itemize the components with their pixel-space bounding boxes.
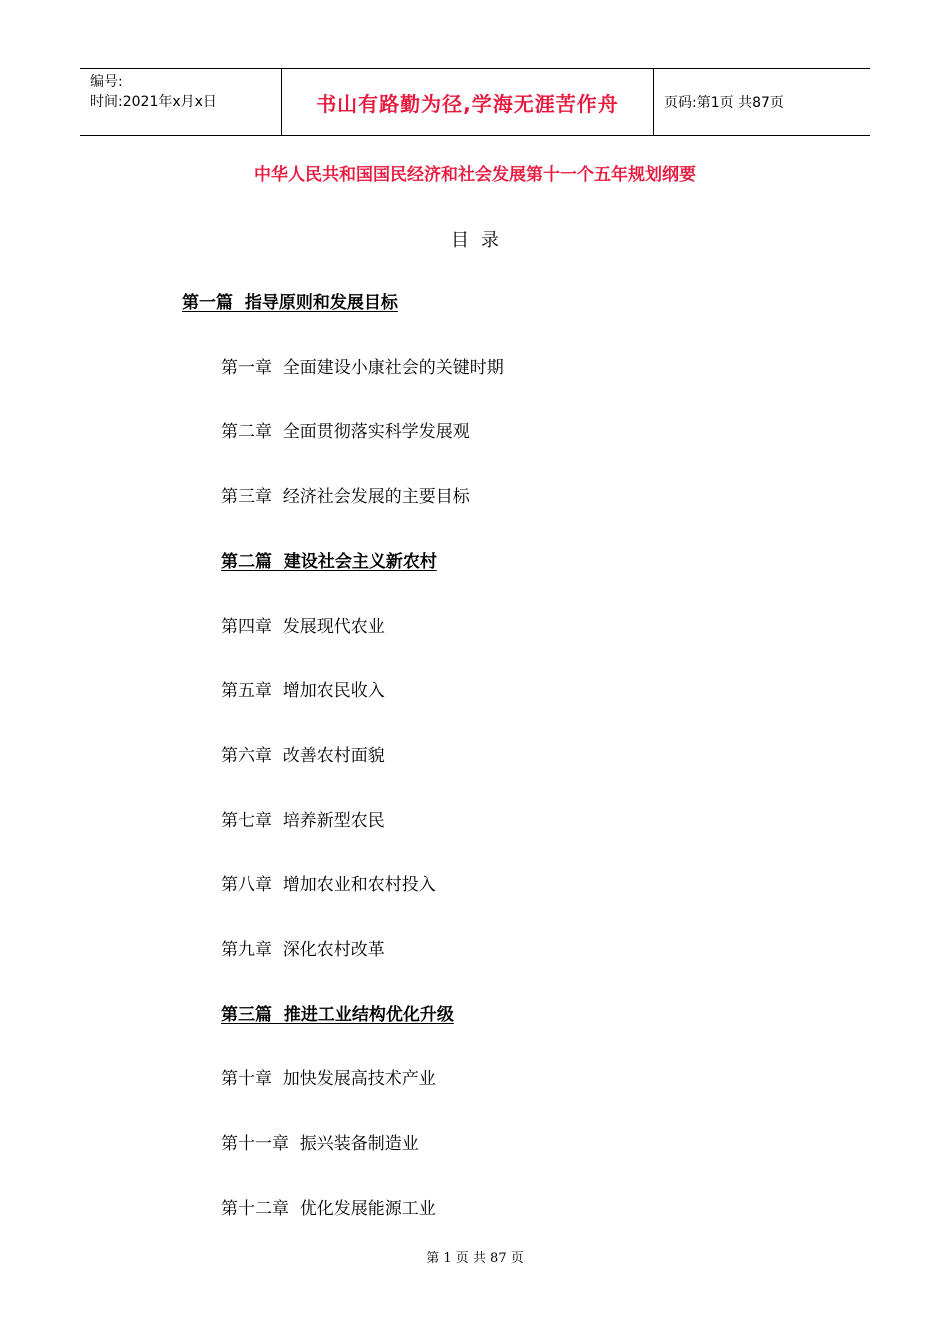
toc-chapter-entry: 第五章 增加农民收入 [221, 681, 385, 702]
header-meta-cell [80, 69, 281, 135]
toc-chapter-entry: 第九章 深化农村改革 [221, 940, 385, 960]
toc-chapter-entry: 第十二章 优化发展能源工业 [221, 1198, 436, 1219]
document-title: 中华人民共和国国民经济和社会发展第十一个五年规划纲要 [254, 165, 696, 185]
toc-chapter-entry: 第四章 发展现代农业 [221, 616, 385, 637]
toc-part-entry: 第二篇 建设社会主义新农村 [221, 551, 437, 572]
toc-part-entry: 第一篇 指导原则和发展目标 [182, 293, 398, 313]
number-label: 编号: [90, 74, 123, 90]
toc-chapter-entry: 第八章 增加农业和农村投入 [221, 875, 436, 896]
time-label: 时间:2021年x月x日 [90, 94, 217, 110]
page-info: 页码:第1页 共87页 [664, 95, 784, 111]
toc-chapter-entry: 第六章 改善农村面貌 [221, 745, 385, 766]
header-page-cell [654, 69, 870, 135]
header-table [80, 68, 870, 136]
toc-chapter-entry: 第十章 加快发展高技术产业 [221, 1069, 436, 1090]
header-motto-cell [281, 69, 654, 135]
motto-text: 书山有路勤为径,学海无涯苦作舟 [316, 91, 619, 116]
toc-chapter-entry: 第七章 培养新型农民 [221, 810, 385, 831]
toc-chapter-entry: 第一章 全面建设小康社会的关键时期 [221, 357, 504, 378]
toc-chapter-entry: 第二章 全面贯彻落实科学发展观 [221, 422, 470, 443]
toc-part-entry: 第三篇 推进工业结构优化升级 [221, 1004, 454, 1025]
toc-heading: 目录 [451, 230, 511, 251]
page-footer: 第 1 页 共 87 页 [426, 1251, 524, 1266]
toc-chapter-entry: 第三章 经济社会发展的主要目标 [221, 487, 470, 508]
toc-chapter-entry: 第十一章 振兴装备制造业 [221, 1134, 419, 1155]
